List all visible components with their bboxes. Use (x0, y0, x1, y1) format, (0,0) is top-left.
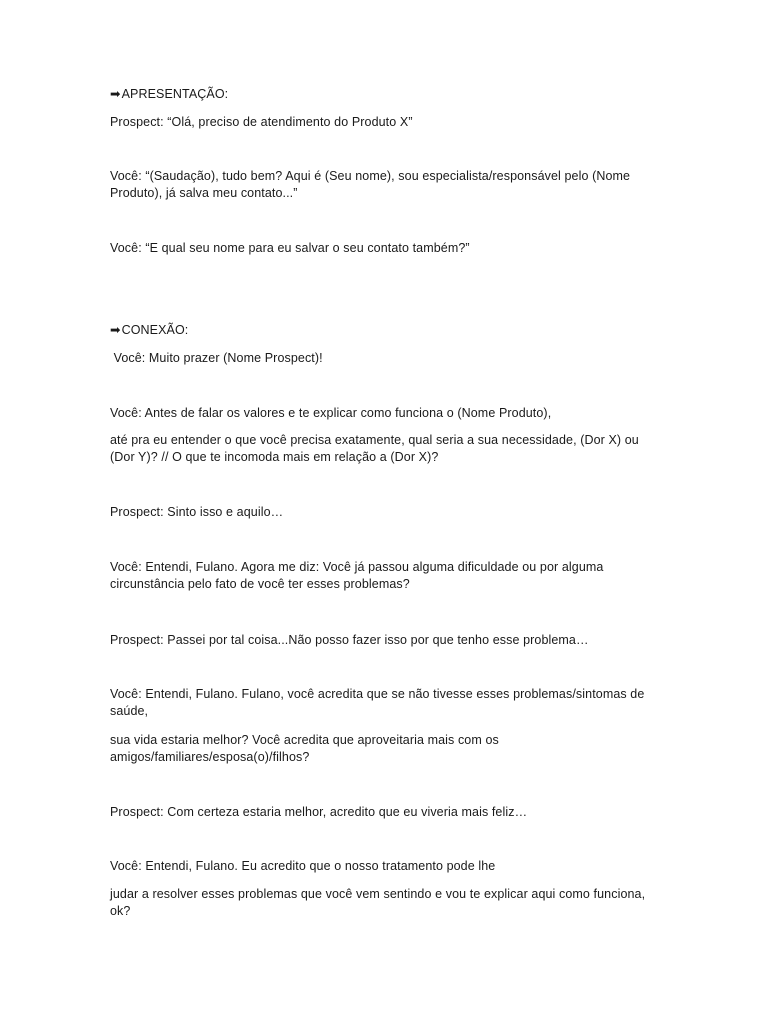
dialogue-line: Prospect: Com certeza estaria melhor, acredito que eu viveria mais feliz… (110, 805, 528, 819)
right-arrow-icon: ➡ (110, 87, 121, 101)
section-heading-apresentacao (110, 86, 660, 103)
dialogue-line: até pra eu entender o que você precisa exatamente, qual seria a sua necessidade, (Dor X) ou (Dor Y)? // O que te incomoda mais em relação a (Dor X)? (110, 433, 639, 464)
dialogue-line: judar a resolver esses problemas que você vem sentindo e vou te explicar aqui como funciona, ok? (110, 887, 646, 918)
dialogue-line: Você: Entendi, Fulano. Eu acredito que o nosso tratamento pode lhe (110, 859, 496, 873)
dialogue-line: Prospect: Passei por tal coisa...Não posso fazer isso por que tenho esse problema… (110, 633, 589, 647)
dialogue-line: Você: Entendi, Fulano. Fulano, você acredita que se não tivesse esses problemas/sintomas de saúde, (110, 687, 645, 718)
section-heading-label: CONEXÃO: (121, 323, 189, 337)
dialogue-line: Você: “(Saudação), tudo bem? Aqui é (Seu nome), sou especialista/responsável pelo (Nome Produto), já salva meu contato...” (110, 169, 631, 200)
dialogue-line: sua vida estaria melhor? Você acredita que aproveitaria mais com os amigos/familiares/esposa(o)/filhos? (110, 733, 499, 764)
dialogue-line: Prospect: Sinto isso e aquilo… (110, 505, 284, 519)
section-heading-conexao (110, 322, 660, 339)
dialogue-line: Você: Muito prazer (Nome Prospect)! (110, 351, 323, 365)
section-heading-label: APRESENTAÇÃO: (121, 87, 229, 101)
dialogue-line: Prospect: “Olá, preciso de atendimento do Produto X” (110, 115, 413, 129)
dialogue-line: Você: Antes de falar os valores e te explicar como funciona o (Nome Produto), (110, 406, 552, 420)
dialogue-line: Você: Entendi, Fulano. Agora me diz: Você já passou alguma dificuldade ou por alguma circunstância pelo fato de você ter esses problemas? (110, 560, 604, 591)
dialogue-line: Você: “E qual seu nome para eu salvar o seu contato também?” (110, 241, 470, 255)
right-arrow-icon: ➡ (110, 323, 121, 337)
